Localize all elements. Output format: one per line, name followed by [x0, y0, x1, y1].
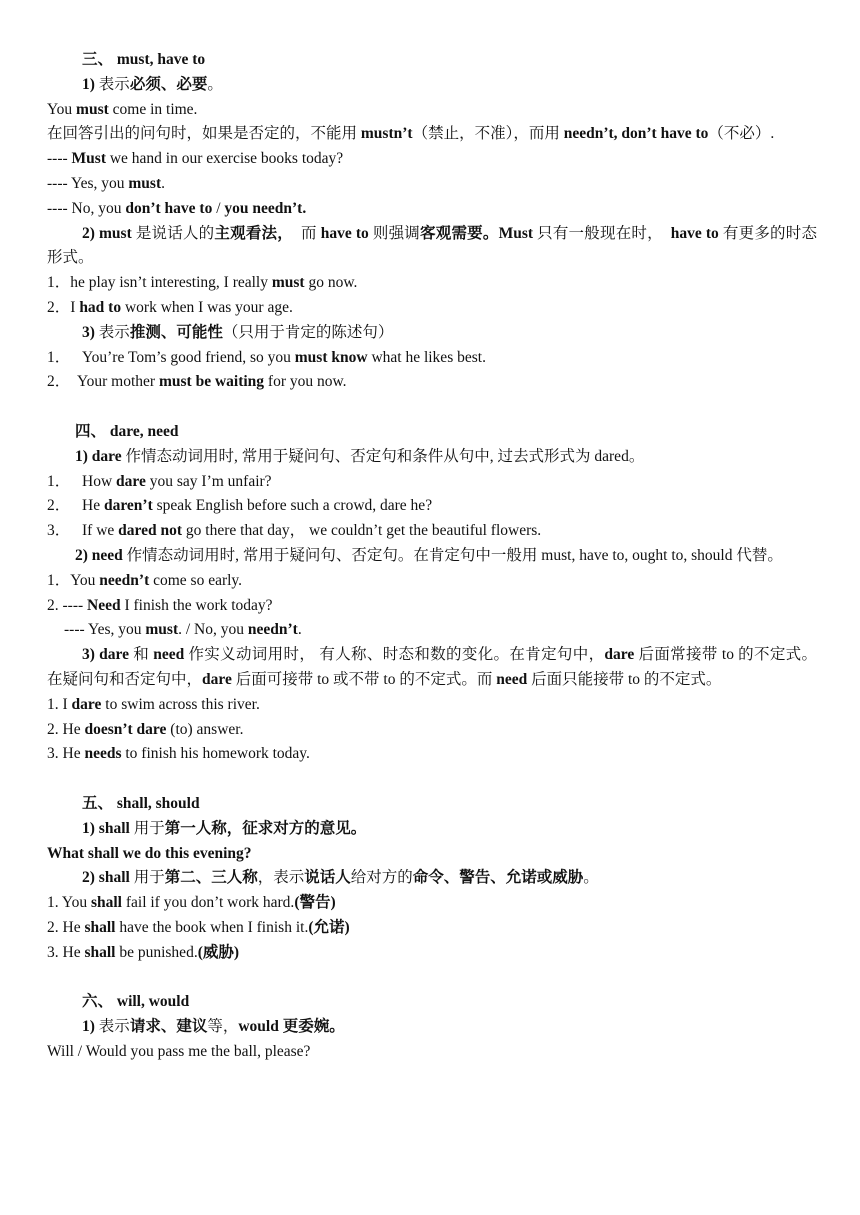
point-3-paragraph: 3) dare 和 need 作实义动词用时， 有人称、时态和数的变化。在肯定句中，dare 后面常接带 to 的不定式。在疑问句和否定句中，dare 后面可接带 to 或不带 to 的不定式。而 need 后面只能接带 to 的不定式。	[47, 646, 817, 688]
list-item: ---- Yes, you must. / No, you needn’t.	[64, 621, 302, 639]
usage-note: 在回答引出的问句时，如果是否定的，不能用 mustn’t（禁止，不准），而用 needn’t, don’t have to（不必）.	[47, 125, 775, 143]
spacer	[47, 767, 817, 792]
list-item: 2． Your mother must be waiting for you now.	[47, 373, 347, 391]
list-item: 3. He shall be punished.(威胁)	[47, 943, 240, 961]
list-item: 1．he play isn’t interesting, I really must go now.	[47, 274, 358, 292]
dialogue-answer-no: ---- No, you don’t have to / you needn’t.	[47, 199, 307, 217]
example-sentence: Will / Would you pass me the ball, please?	[47, 1042, 311, 1060]
document-page	[47, 48, 817, 1065]
list-item: 1. I dare to swim across this river.	[47, 695, 260, 713]
list-item: 2．I had to work when I was your age.	[47, 298, 293, 316]
section-heading-dare-need: 四、 dare, need	[75, 422, 179, 440]
point-2-paragraph: 2) must 是说话人的主观看法， 而 have to 则强调客观需要。Must 只有一般现在时， have to 有更多的时态形式。	[47, 224, 817, 267]
section-heading-must-have-to: 三、 must, have to	[82, 51, 206, 68]
example-sentence: You must come in time.	[47, 100, 198, 118]
example-sentence: What shall we do this evening?	[47, 844, 252, 862]
list-item: 2． He daren’t speak English before such a crowd, dare he?	[47, 497, 433, 515]
list-item: 1. You shall fail if you don’t work hard.(警告)	[47, 894, 336, 912]
list-item: 1．You needn’t come so early.	[47, 571, 243, 589]
list-item: 2. He shall have the book when I finish it.(允诺)	[47, 918, 350, 936]
spacer	[47, 395, 817, 420]
section-heading-will-would: 六、 will, would	[82, 993, 190, 1011]
list-item: 3． If we dared not go there that day， we couldn’t get the beautiful flowers.	[47, 522, 542, 540]
list-item: 2. ---- Need I finish the work today?	[47, 596, 273, 614]
section-heading-shall-should: 五、 shall, should	[82, 794, 200, 812]
list-item: 2. He doesn’t dare (to) answer.	[47, 720, 244, 738]
point-1-heading: 1) 表示必须、必要。	[82, 75, 223, 93]
point-2-paragraph: 2) need 作情态动词用时, 常用于疑问句、否定句。在肯定句中一般用 must, have to, ought to, should 代替。	[75, 546, 783, 564]
list-item: 3. He needs to finish his homework today.	[47, 745, 310, 763]
list-item: 1． You’re Tom’s good friend, so you must know what he likes best.	[47, 348, 486, 366]
point-3-heading: 3) 表示推测、可能性（只用于肯定的陈述句）	[82, 323, 394, 341]
point-1-heading: 1) 表示请求、建议等，would 更委婉。	[82, 1018, 345, 1036]
point-2-heading: 2) shall 用于第二、三人称，表示说话人给对方的命令、警告、允诺或威胁。	[82, 869, 599, 887]
point-1-paragraph: 1) dare 作情态动词用时, 常用于疑问句、否定句和条件从句中, 过去式形式为 dared。	[75, 447, 645, 465]
spacer	[47, 965, 817, 990]
list-item: 1． How dare you say I’m unfair?	[47, 472, 272, 490]
dialogue-answer-yes: ---- Yes, you must.	[47, 174, 165, 192]
point-1-heading: 1) shall 用于第一人称，征求对方的意见。	[82, 819, 367, 837]
dialogue-question: ---- Must we hand in our exercise books today?	[47, 150, 344, 168]
